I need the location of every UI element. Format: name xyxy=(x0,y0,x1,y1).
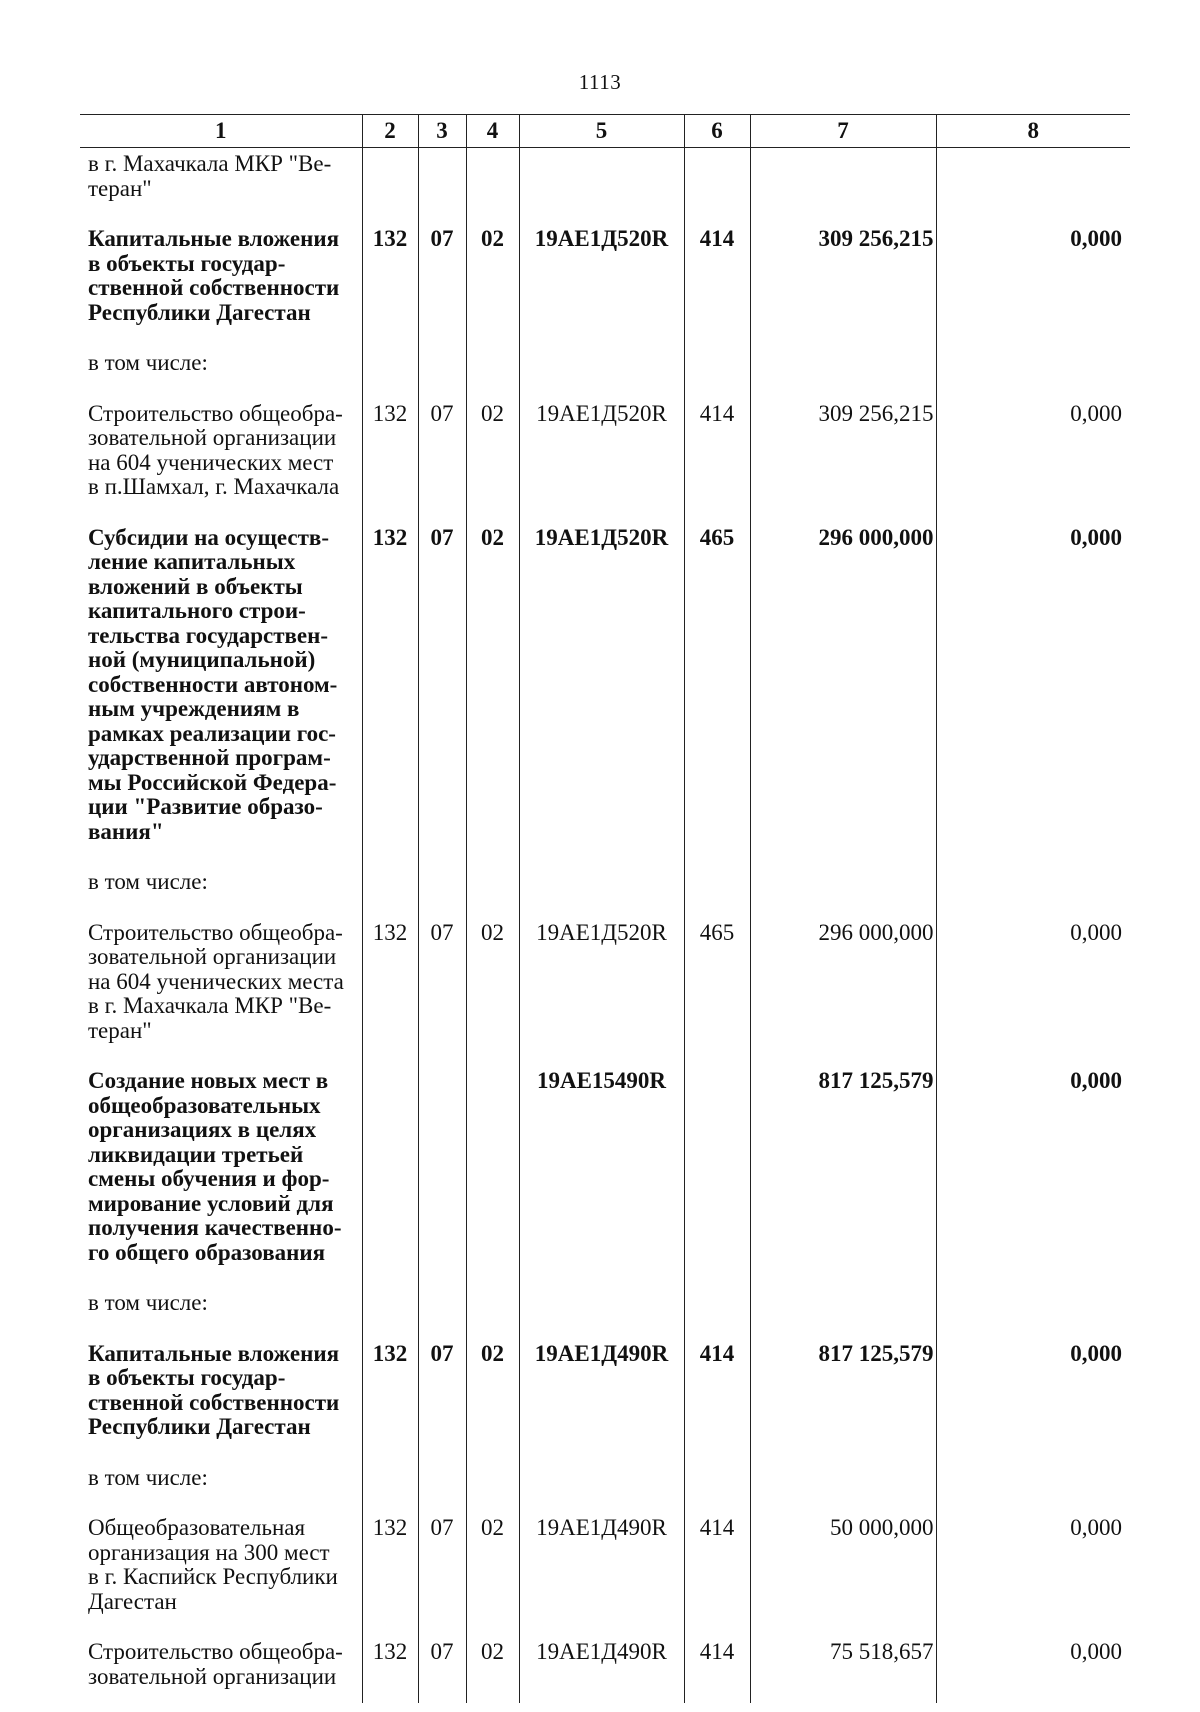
row-code-4: 02 xyxy=(466,516,519,861)
row-code-3: 07 xyxy=(418,911,466,1060)
row-code-3: 07 xyxy=(418,1332,466,1456)
row-name: Субсидии на осуществ- ление капитальных вложений в объекты капитального строи- тельства государствен- ной (муниципальной) собственности автоном- ным учреждениям в рамках реализации гос- ударственной програм- мы Российской Федера- ции "Развитие образо- вания" xyxy=(88,524,338,844)
row-code-3: 07 xyxy=(418,217,466,341)
row-code-5 xyxy=(519,148,684,218)
row-name: в том числе: xyxy=(88,350,208,375)
row-code-4: 02 xyxy=(466,217,519,341)
table-row xyxy=(80,341,1130,392)
row-code-4: 02 xyxy=(466,1332,519,1456)
row-code-6 xyxy=(684,1059,750,1281)
row-amount-8: 0,000 xyxy=(936,1506,1130,1630)
row-code-4 xyxy=(466,1059,519,1281)
row-name: Строительство общеобра- зовательной организации xyxy=(88,1639,343,1689)
table-row xyxy=(80,1506,1130,1630)
row-name: Строительство общеобра- зовательной организации на 604 ученических мест в п.Шамхал, г. Махачкала xyxy=(88,400,343,499)
row-code-4 xyxy=(466,860,519,911)
row-code-2 xyxy=(362,860,418,911)
page-number: 1113 xyxy=(578,70,622,94)
row-code-5: 19АЕ1Д520R xyxy=(519,911,684,1060)
header-row xyxy=(80,115,1130,148)
row-code-4 xyxy=(466,148,519,218)
row-name: Капитальные вложения в объекты государ- ственной собственности Республики Дагестан xyxy=(88,1340,340,1439)
row-amount-8 xyxy=(936,1456,1130,1507)
row-code-4: 02 xyxy=(466,1506,519,1630)
row-code-3: 07 xyxy=(418,1506,466,1630)
table-row xyxy=(80,1630,1130,1703)
row-amount-8: 0,000 xyxy=(936,516,1130,861)
row-code-2: 132 xyxy=(362,217,418,341)
row-code-6 xyxy=(684,1456,750,1507)
row-code-6: 414 xyxy=(684,392,750,516)
row-code-5 xyxy=(519,1281,684,1332)
row-code-2 xyxy=(362,1281,418,1332)
row-code-5: 19АЕ1Д520R xyxy=(519,516,684,861)
row-code-6: 414 xyxy=(684,1332,750,1456)
column-header-2: 2 xyxy=(362,115,418,148)
row-name: Строительство общеобра- зовательной организации на 604 ученических места в г. Махачкала МКР "Ве- теран" xyxy=(88,919,344,1043)
row-code-4: 02 xyxy=(466,1630,519,1703)
column-header-7: 7 xyxy=(750,115,936,148)
row-code-6 xyxy=(684,148,750,218)
row-code-3 xyxy=(418,860,466,911)
row-code-2: 132 xyxy=(362,1506,418,1630)
row-name: в том числе: xyxy=(88,1290,208,1315)
row-code-2 xyxy=(362,341,418,392)
row-amount-7 xyxy=(750,148,936,218)
row-code-5 xyxy=(519,341,684,392)
row-code-5: 19АЕ15490R xyxy=(519,1059,684,1281)
row-name: Капитальные вложения в объекты государ- ственной собственности Республики Дагестан xyxy=(88,226,340,325)
table-row xyxy=(80,392,1130,516)
row-amount-7 xyxy=(750,1456,936,1507)
table-header xyxy=(80,115,1130,148)
row-amount-7: 296 000,000 xyxy=(750,911,936,1060)
row-amount-7: 309 256,215 xyxy=(750,392,936,516)
budget-table xyxy=(80,114,1130,1703)
row-amount-8 xyxy=(936,148,1130,218)
row-code-4: 02 xyxy=(466,392,519,516)
budget-table-container xyxy=(80,114,1130,1703)
row-code-5: 19АЕ1Д490R xyxy=(519,1630,684,1703)
row-code-3 xyxy=(418,148,466,218)
row-code-4 xyxy=(466,1456,519,1507)
row-code-2: 132 xyxy=(362,392,418,516)
column-header-5: 5 xyxy=(519,115,684,148)
row-amount-7: 817 125,579 xyxy=(750,1059,936,1281)
row-code-6: 414 xyxy=(684,1630,750,1703)
row-amount-8 xyxy=(936,341,1130,392)
row-amount-7: 296 000,000 xyxy=(750,516,936,861)
row-name: в том числе: xyxy=(88,1464,208,1490)
row-code-5: 19АЕ1Д520R xyxy=(519,217,684,341)
row-code-6 xyxy=(684,860,750,911)
table-row xyxy=(80,911,1130,1060)
table-row xyxy=(80,516,1130,861)
column-header-1: 1 xyxy=(80,115,362,148)
table-row xyxy=(80,148,1130,218)
row-code-5 xyxy=(519,860,684,911)
row-amount-8: 0,000 xyxy=(936,392,1130,516)
row-amount-8 xyxy=(936,860,1130,911)
row-amount-8 xyxy=(936,1281,1130,1332)
row-amount-7: 309 256,215 xyxy=(750,217,936,341)
row-amount-8: 0,000 xyxy=(936,1059,1130,1281)
row-code-3 xyxy=(418,1281,466,1332)
row-amount-7: 50 000,000 xyxy=(750,1506,936,1630)
row-code-3 xyxy=(418,1059,466,1281)
table-row xyxy=(80,1332,1130,1456)
row-code-3: 07 xyxy=(418,392,466,516)
row-code-6: 414 xyxy=(684,1506,750,1630)
table-row xyxy=(80,860,1130,911)
row-code-2 xyxy=(362,1059,418,1281)
row-amount-8: 0,000 xyxy=(936,1630,1130,1703)
row-code-2: 132 xyxy=(362,1630,418,1703)
row-code-6 xyxy=(684,1281,750,1332)
row-amount-7 xyxy=(750,860,936,911)
row-code-5: 19АЕ1Д490R xyxy=(519,1332,684,1456)
row-code-5 xyxy=(519,1456,684,1507)
table-row xyxy=(80,1456,1130,1507)
row-amount-7 xyxy=(750,341,936,392)
table-row xyxy=(80,217,1130,341)
column-header-4: 4 xyxy=(466,115,519,148)
row-code-4 xyxy=(466,341,519,392)
column-header-6: 6 xyxy=(684,115,750,148)
row-code-6: 465 xyxy=(684,911,750,1060)
row-code-3 xyxy=(418,341,466,392)
row-code-2: 132 xyxy=(362,911,418,1060)
row-name: в том числе: xyxy=(88,869,208,894)
row-code-5: 19АЕ1Д520R xyxy=(519,392,684,516)
row-code-3: 07 xyxy=(418,1630,466,1703)
row-amount-7: 817 125,579 xyxy=(750,1332,936,1456)
row-amount-8: 0,000 xyxy=(936,1332,1130,1456)
row-code-3: 07 xyxy=(418,516,466,861)
row-amount-8: 0,000 xyxy=(936,911,1130,1060)
row-code-2 xyxy=(362,1456,418,1507)
row-code-2 xyxy=(362,148,418,218)
row-name: в г. Махачкала МКР "Ве- теран" xyxy=(88,151,332,201)
row-code-6: 414 xyxy=(684,217,750,341)
table-row xyxy=(80,1059,1130,1281)
row-code-5: 19АЕ1Д490R xyxy=(519,1506,684,1630)
row-name: Создание новых мест в общеобразовательных организациях в целях ликвидации третьей смены обучения и фор- мирование условий для получения качественно- го общего образования xyxy=(88,1068,342,1265)
row-code-4 xyxy=(466,1281,519,1332)
row-amount-7 xyxy=(750,1281,936,1332)
row-code-6: 465 xyxy=(684,516,750,861)
row-name: Общеобразовательная организация на 300 мест в г. Каспийск Республики Дагестан xyxy=(88,1515,338,1614)
row-code-3 xyxy=(418,1456,466,1507)
row-amount-7: 75 518,657 xyxy=(750,1630,936,1703)
column-header-8: 8 xyxy=(936,115,1130,148)
row-code-2: 132 xyxy=(362,1332,418,1456)
table-body xyxy=(80,148,1130,1704)
row-code-2: 132 xyxy=(362,516,418,861)
column-header-3: 3 xyxy=(418,115,466,148)
row-code-6 xyxy=(684,341,750,392)
row-code-4: 02 xyxy=(466,911,519,1060)
table-row xyxy=(80,1281,1130,1332)
row-amount-8: 0,000 xyxy=(936,217,1130,341)
